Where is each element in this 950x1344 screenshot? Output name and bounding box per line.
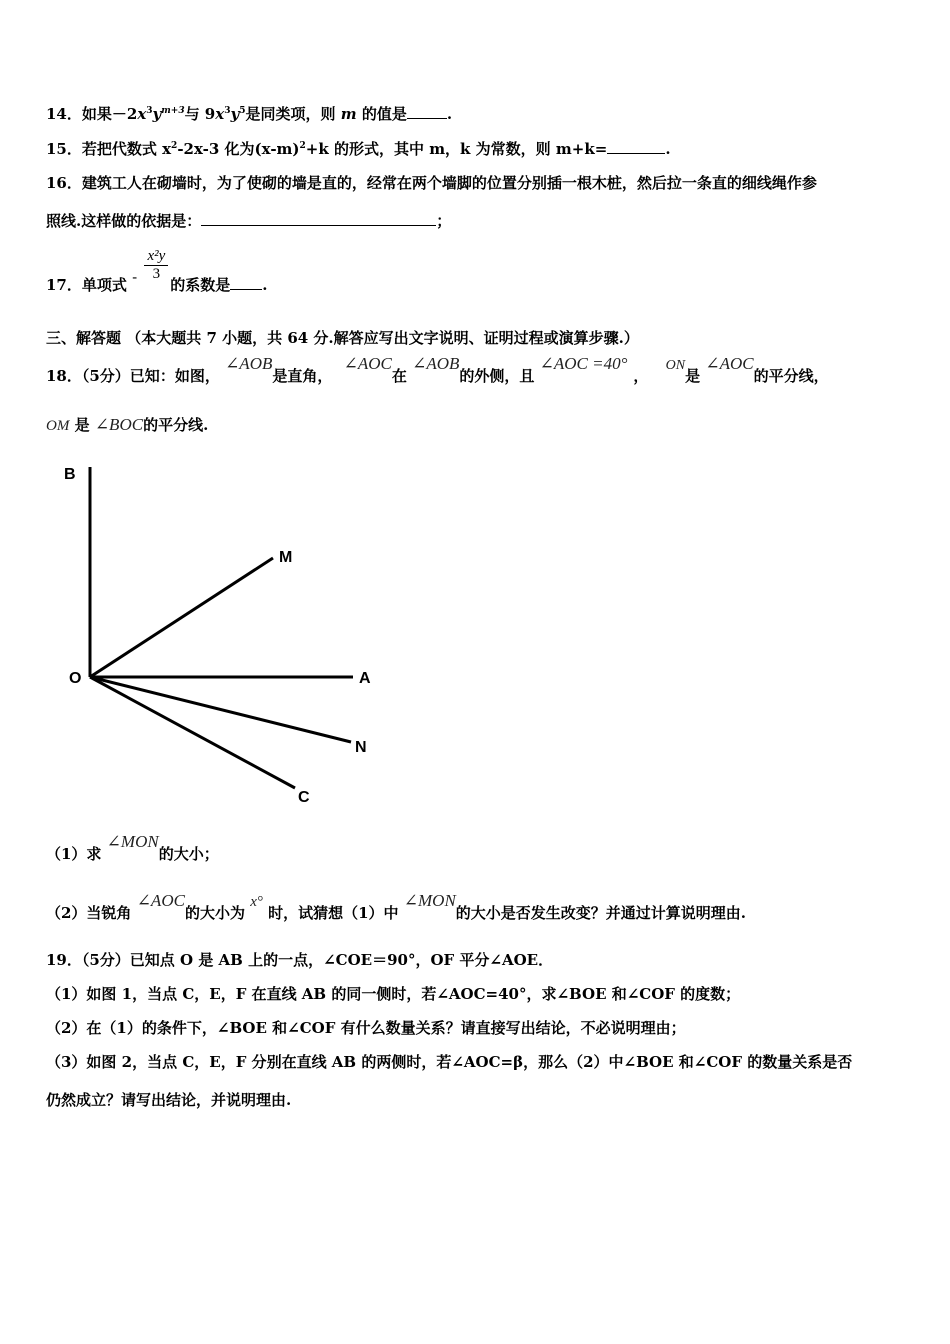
answer-blank[interactable] bbox=[607, 139, 665, 154]
question-19-part2: （2）在（1）的条件下，∠BOE 和∠COF 有什么数量关系？请直接写出结论，不必说明理由； bbox=[46, 1019, 686, 1037]
question-18: 18．（5分）已知：如图， ∠AOB是直角， ∠AOC在 ∠AOB的外侧，且 ∠AOC =40°， ON是 ∠AOC的平分线， bbox=[46, 354, 829, 385]
label-M: M bbox=[279, 549, 293, 566]
question-19-part3-line2: 仍然成立？请写出结论，并说明理由. bbox=[46, 1091, 292, 1109]
question-19-part1: （1）如图 1，当点 C，E，F 在直线 AB 的同一侧时，若∠AOC=40°，求∠BOE 和∠COF 的度数； bbox=[46, 985, 741, 1003]
ray-OM bbox=[90, 558, 273, 677]
fraction: $\frac{\text{x²y}}{3}$ bbox=[144, 248, 168, 283]
label-B: B bbox=[64, 466, 76, 483]
question-18-part1: （1）求 ∠MON的大小； bbox=[46, 832, 219, 863]
answer-blank[interactable] bbox=[407, 104, 447, 119]
question-15: 15．若把代数式 $x^2-2x-3$ 化为$(x-m)^2+k$ 的形式，其中 m，k 为常数，则 m+k= . bbox=[46, 140, 671, 158]
answer-blank[interactable] bbox=[201, 211, 436, 226]
question-17: 17．单项式 - $\frac{\text{x²y}}{3}$ 的系数是 . bbox=[46, 248, 268, 294]
question-18-line2: OM 是 ∠BOC的平分线. bbox=[46, 415, 209, 434]
label-C: C bbox=[298, 789, 310, 806]
angle-figure bbox=[55, 455, 395, 810]
ray-ON bbox=[90, 677, 351, 742]
question-18-part2: （2）当锐角 ∠AOC的大小为 x° 时，试猜想（1）中 ∠MON的大小是否发生改变？并通过计算说明理由. bbox=[46, 891, 747, 922]
ray-OC bbox=[90, 677, 295, 788]
question-14: 14．如果$-2x^3y^{m+3}$与 $9x^3y^5$是同类项，则 m 的值是 . bbox=[46, 105, 453, 123]
answer-blank[interactable] bbox=[230, 275, 262, 290]
question-16-line1: 16．建筑工人在砌墙时，为了使砌的墙是直的，经常在两个墙脚的位置分别插一根木桩，然后拉一条直的细线绳作参 bbox=[46, 174, 817, 192]
label-N: N bbox=[355, 739, 367, 756]
question-19: 19．（5分）已知点 O 是 AB 上的一点，∠COE＝90°，OF 平分∠AOE． bbox=[46, 951, 554, 969]
label-A: A bbox=[359, 670, 371, 687]
question-16-line2: 照线.这样做的依据是： ； bbox=[46, 212, 452, 230]
q14-number: 14． bbox=[46, 105, 82, 123]
section-heading: 三、解答题 （本大题共 7 小题，共 64 分.解答应写出文字说明、证明过程或演算步骤.） bbox=[46, 329, 639, 347]
label-O: O bbox=[69, 670, 82, 687]
question-19-part3: （3）如图 2，当点 C，E，F 分别在直线 AB 的两侧时，若∠AOC=β，那么（2）中∠BOE 和∠COF 的数量关系是否 bbox=[46, 1053, 853, 1071]
